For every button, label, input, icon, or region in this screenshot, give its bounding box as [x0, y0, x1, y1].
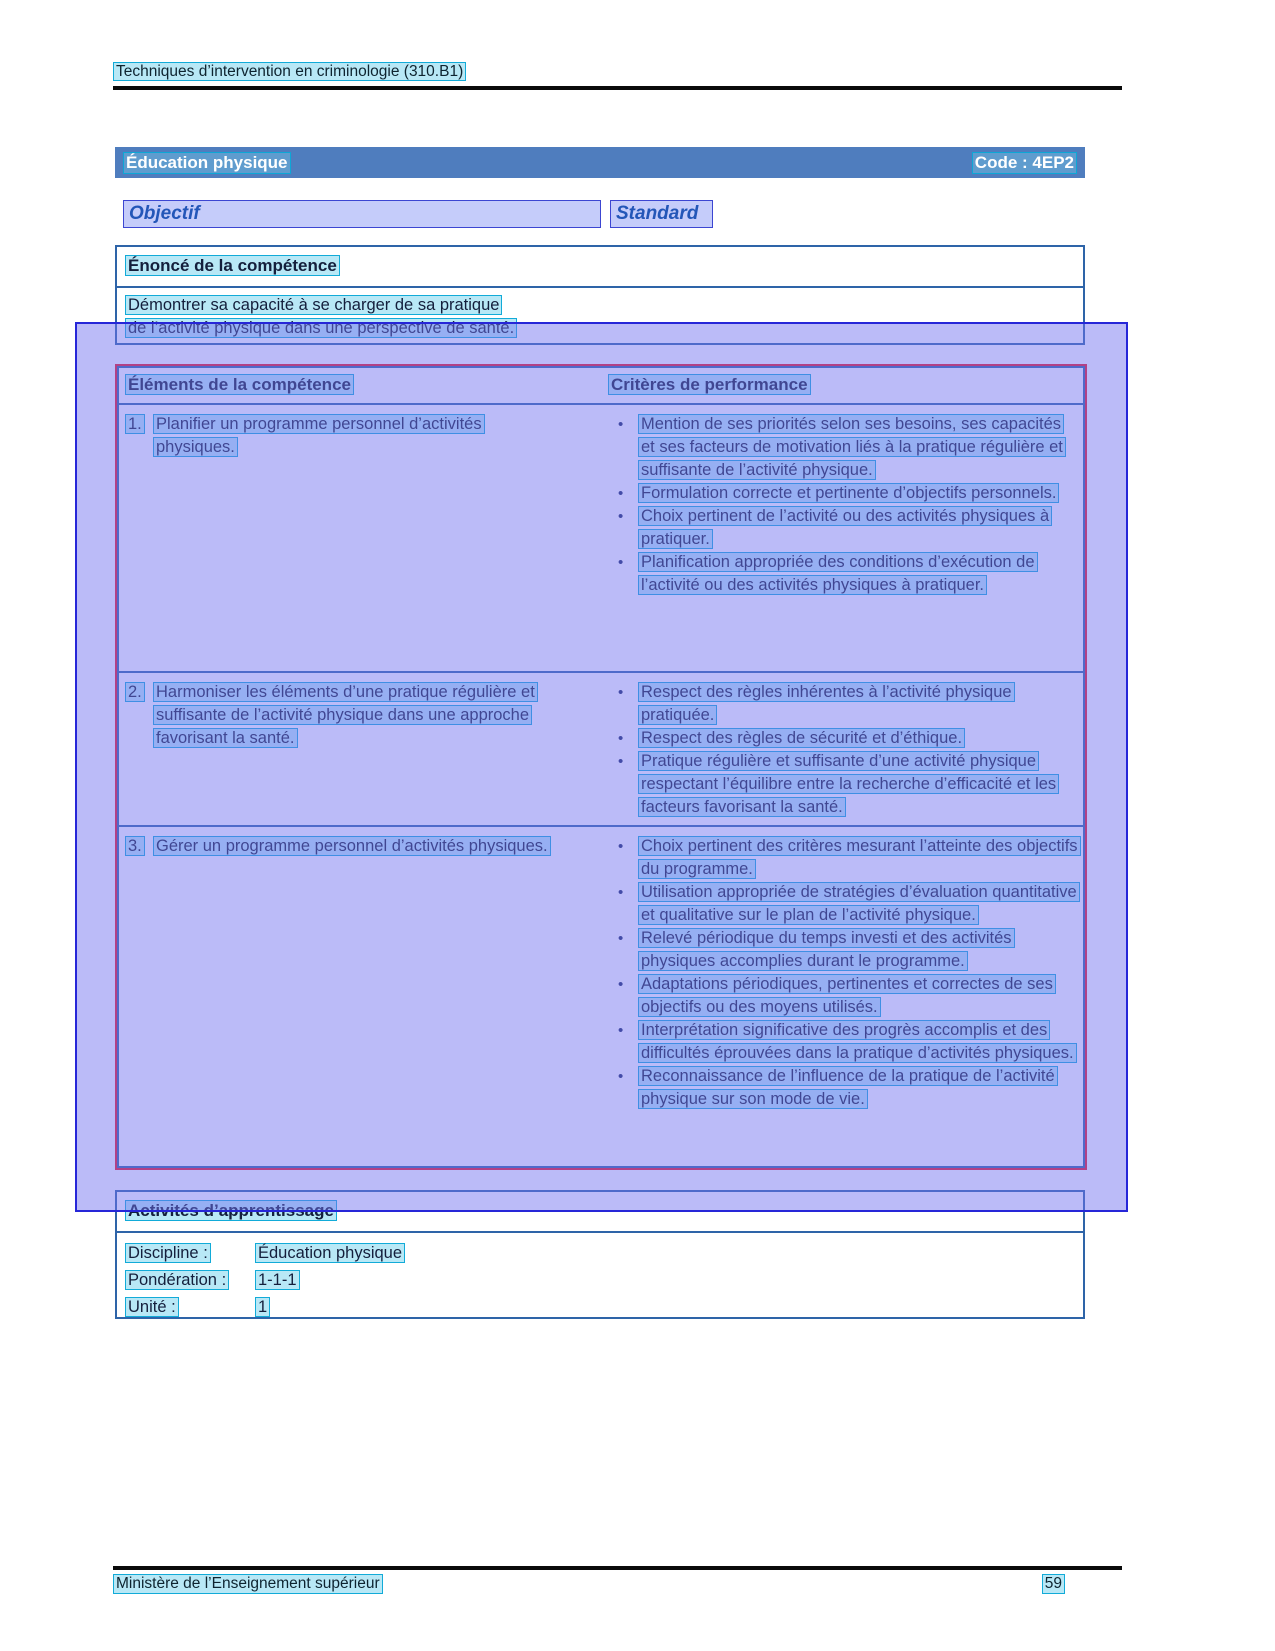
criteria-cell [608, 413, 1083, 665]
discipline-row [125, 1240, 1075, 1267]
criteria-item: • Respect des règles de sécurité et d’éthique. [608, 727, 1083, 750]
element-number: 1. [125, 413, 153, 665]
standard-heading-label: Standard [616, 203, 699, 224]
bullet-icon: • [618, 838, 624, 855]
criteria-item: • Utilisation appropriée de stratégies d’évaluation quantitative et qualitative sur le plan de l’activité physique. [608, 881, 1083, 927]
activites-heading: Activités d’apprentissage [125, 1200, 337, 1221]
competence-table-annotation-border [115, 364, 1087, 1170]
document-header [113, 63, 466, 81]
criteria-item: • Formulation correcte et pertinente d’objectifs personnels. [608, 482, 1083, 505]
enonce-body-box [115, 286, 1085, 345]
discipline-value: Éducation physique [255, 1243, 405, 1263]
footer-ministry: Ministère de l’Enseignement supérieur [113, 1574, 383, 1594]
table-header-row [119, 368, 1083, 405]
bullet-icon: • [618, 1022, 624, 1039]
objectif-heading-label: Objectif [129, 203, 200, 224]
table-header-elements: Éléments de la compétence [119, 375, 608, 395]
criteria-item: • Reconnaissance de l’influence de la pratique de l’activité physique sur son mode de vie. [608, 1065, 1083, 1111]
section-bar [115, 147, 1085, 178]
document-footer [113, 1574, 1065, 1594]
bullet-icon: • [618, 508, 624, 525]
objectif-heading [123, 200, 601, 228]
competence-table [117, 366, 1085, 1168]
criteria-item: • Choix pertinent de l’activité ou des activités physiques à pratiquer. [608, 505, 1083, 551]
ponderation-label: Pondération : [125, 1270, 229, 1290]
element-cell [119, 413, 608, 665]
element-text: Gérer un programme personnel d’activités physiques. [153, 835, 558, 1160]
element-cell [119, 681, 608, 819]
section-bar-title: Éducation physique [123, 152, 291, 174]
bullet-icon: • [618, 684, 624, 701]
unite-label: Unité : [125, 1297, 179, 1317]
element-number: 3. [125, 835, 153, 1160]
page-number: 59 [1042, 1574, 1065, 1594]
discipline-label: Discipline : [125, 1243, 211, 1263]
criteria-item: • Adaptations périodiques, pertinentes et correctes de ses objectifs ou des moyens utilisés. [608, 973, 1083, 1019]
table-header-criteres: Critères de performance [608, 375, 1083, 395]
table-row [119, 405, 1083, 673]
activites-body-box [115, 1231, 1085, 1319]
criteria-item: • Pratique régulière et suffisante d’une activité physique respectant l’équilibre entre la recherche d’efficacité et les facteurs favorisant la santé. [608, 750, 1083, 819]
unite-value: 1 [255, 1297, 270, 1317]
standard-heading [610, 200, 713, 228]
element-text: Harmoniser les éléments d’une pratique régulière et suffisante de l’activité physique dans une approche favorisant la santé. [153, 681, 558, 819]
bullet-icon: • [618, 554, 624, 571]
bullet-icon: • [618, 884, 624, 901]
activites-heading-box [115, 1190, 1085, 1233]
unite-row [125, 1294, 1075, 1321]
bullet-icon: • [618, 1068, 624, 1085]
enonce-heading: Énoncé de la compétence [125, 255, 340, 276]
section-bar-code: Code : 4EP2 [972, 152, 1077, 174]
bullet-icon: • [618, 730, 624, 747]
table-row [119, 673, 1083, 827]
criteria-item: • Choix pertinent des critères mesurant l’atteinte des objectifs du programme. [608, 835, 1083, 881]
bullet-icon: • [618, 976, 624, 993]
element-cell [119, 835, 608, 1160]
criteria-item: • Interprétation significative des progrès accomplis et des difficultés éprouvées dans la pratique d’activités physiques. [608, 1019, 1083, 1065]
ponderation-value: 1-1-1 [255, 1270, 300, 1290]
ponderation-row [125, 1267, 1075, 1294]
criteria-item: • Planification appropriée des conditions d’exécution de l’activité ou des activités physiques à pratiquer. [608, 551, 1083, 597]
bullet-icon: • [618, 753, 624, 770]
criteria-item: • Mention de ses priorités selon ses besoins, ses capacités et ses facteurs de motivation liés à la pratique régulière et suffisante de l’activité physique. [608, 413, 1083, 482]
header-rule [113, 86, 1122, 90]
bullet-icon: • [618, 416, 624, 433]
bullet-icon: • [618, 930, 624, 947]
criteria-cell [608, 681, 1083, 819]
criteria-item: • Respect des règles inhérentes à l’activité physique pratiquée. [608, 681, 1083, 727]
footer-rule [113, 1566, 1122, 1570]
criteria-cell [608, 835, 1083, 1160]
criteria-item: • Relevé périodique du temps investi et des activités physiques accomplies durant le programme. [608, 927, 1083, 973]
bullet-icon: • [618, 485, 624, 502]
element-number: 2. [125, 681, 153, 819]
element-text: Planifier un programme personnel d’activités physiques. [153, 413, 558, 665]
table-row [119, 827, 1083, 1166]
enonce-heading-box [115, 245, 1085, 288]
document-header-title: Techniques d’intervention en criminologie (310.B1) [113, 62, 466, 81]
enonce-line-2: de l’activité physique dans une perspective de santé. [125, 317, 1075, 340]
enonce-line-1: Démontrer sa capacité à se charger de sa pratique [125, 294, 1075, 317]
